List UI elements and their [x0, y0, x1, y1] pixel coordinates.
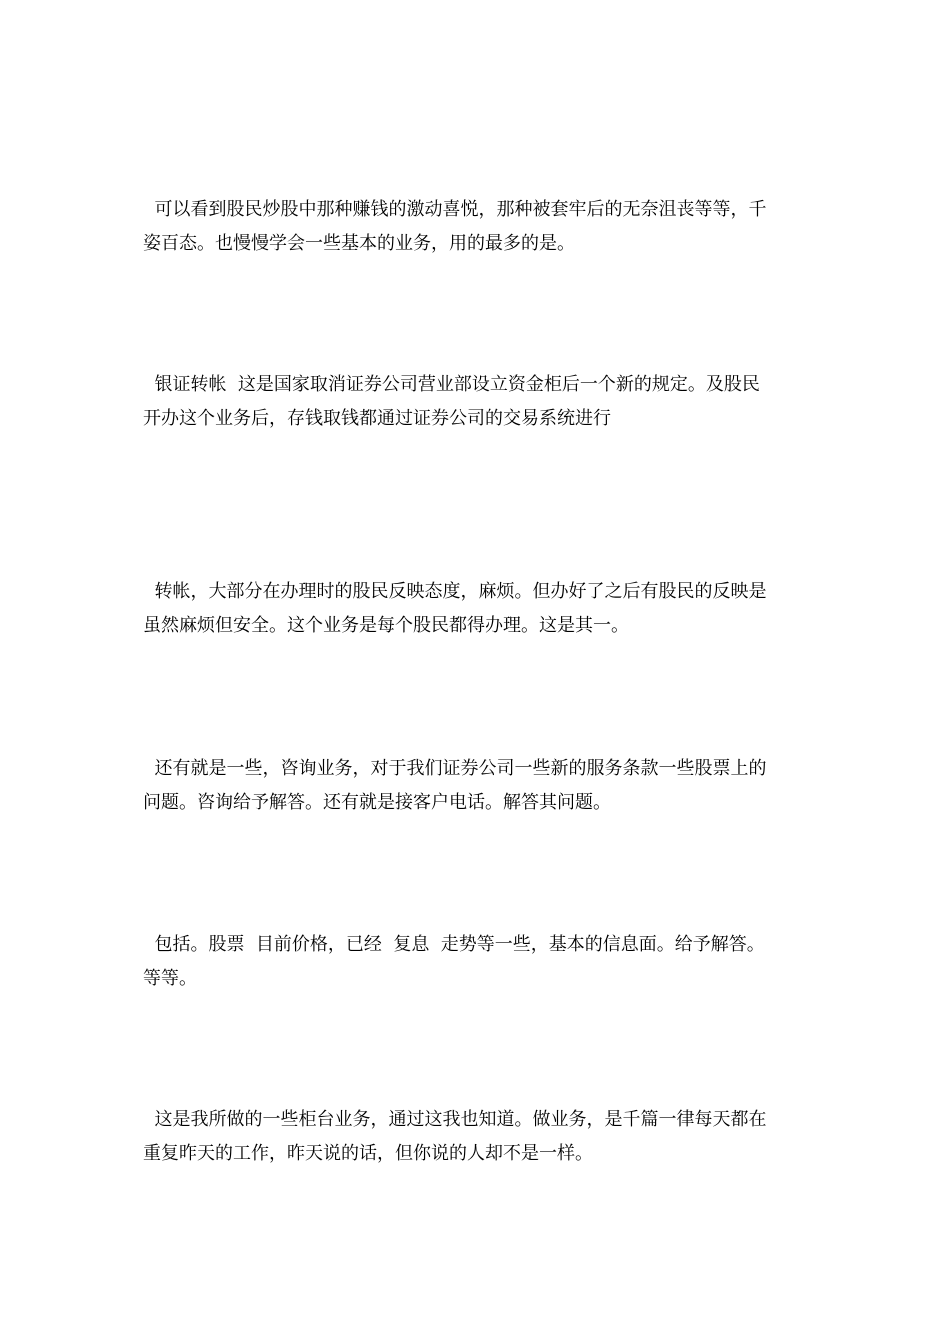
paragraph-3-line-2: 虽然麻烦但安全。这个业务是每个股民都得办理。这是其一。: [143, 615, 629, 636]
paragraph-3-line-1: 转帐，大部分在办理时的股民反映态度，麻烦。但办好了之后有股民的反映是: [143, 581, 767, 602]
paragraph-3: [143, 575, 807, 643]
paragraph-2-line-2: 开办这个业务后，存钱取钱都通过证券公司的交易系统进行: [143, 408, 611, 429]
paragraph-6-line-1: 这是我所做的一些柜台业务，通过这我也知道。做业务，是千篇一律每天都在: [143, 1109, 767, 1130]
paragraph-1: [143, 193, 807, 261]
paragraph-6-line-2: 重复昨天的工作，昨天说的话，但你说的人却不是一样。: [143, 1143, 593, 1164]
paragraph-2: [143, 368, 807, 436]
paragraph-1-line-1: 可以看到股民炒股中那种赚钱的激动喜悦，那种被套牢后的无奈沮丧等等，千: [143, 199, 767, 220]
paragraph-2-line-1: 银证转帐 这是国家取消证券公司营业部设立资金柜后一个新的规定。及股民: [143, 374, 760, 395]
paragraph-4-line-2: 问题。咨询给予解答。还有就是接客户电话。解答其问题。: [143, 792, 611, 813]
paragraph-5-line-2: 等等。: [143, 968, 197, 989]
paragraph-5: [143, 928, 807, 996]
paragraph-6: [143, 1103, 807, 1171]
paragraph-5-line-1: 包括。股票 目前价格，已经 复息 走势等一些，基本的信息面。给予解答。: [143, 934, 765, 955]
paragraph-4: [143, 752, 807, 820]
paragraph-4-line-1: 还有就是一些，咨询业务，对于我们证券公司一些新的服务条款一些股票上的: [143, 758, 767, 779]
paragraph-1-line-2: 姿百态。也慢慢学会一些基本的业务，用的最多的是。: [143, 233, 575, 254]
